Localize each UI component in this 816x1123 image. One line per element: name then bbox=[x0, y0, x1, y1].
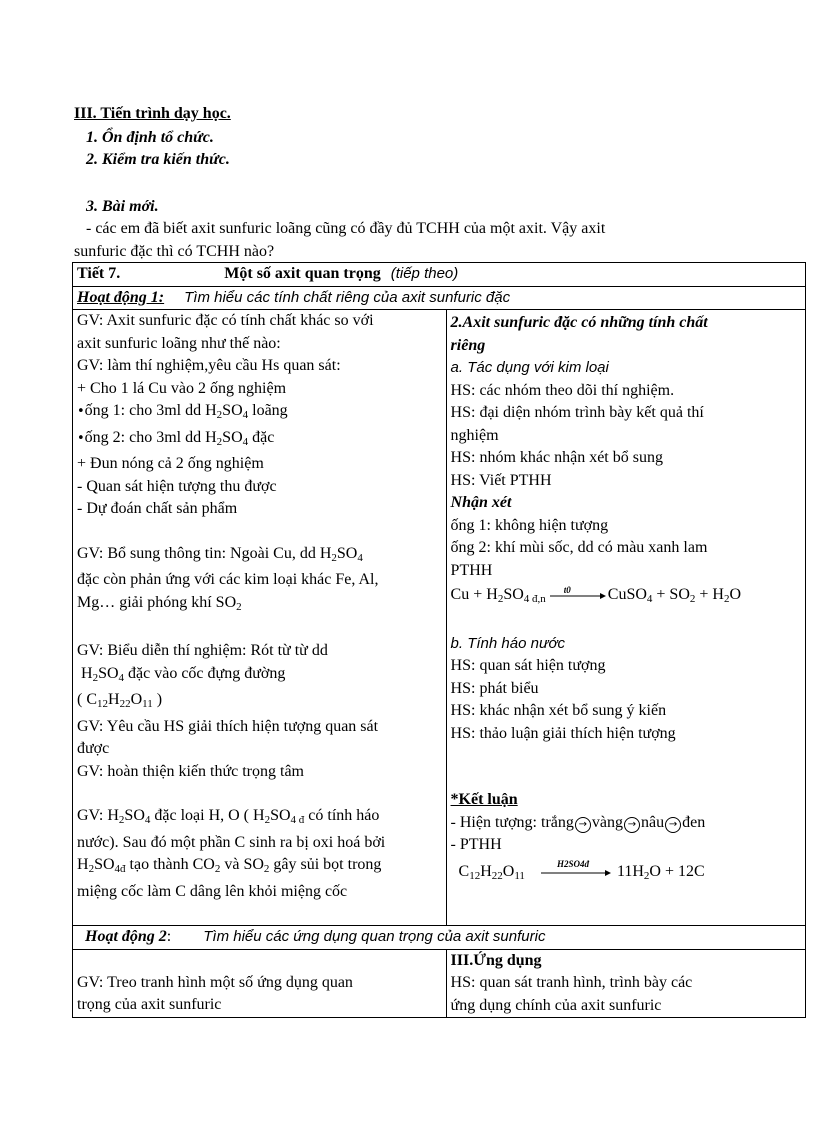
right-heading: 2.Axit sunfuric đặc có những tính chất bbox=[450, 314, 708, 331]
reaction-arrow: H2SO4đ bbox=[527, 865, 611, 879]
reaction-arrow: t0 bbox=[548, 588, 606, 602]
activity-1-content bbox=[73, 310, 806, 926]
left-line: GV: Biểu diễn thí nghiệm: Rót từ từ dd bbox=[77, 642, 328, 659]
right-line: - Hiện tượng: trắng → vàng → nâu → đen bbox=[450, 813, 706, 831]
right-line: HS: khác nhận xét bổ sung ý kiến bbox=[450, 702, 667, 719]
left-line: $H_2SO_{4đ}$ tạo thành $CO_2$ và $SO_2$ gây sủi bọt trong bbox=[77, 856, 382, 875]
right-line: - PTHH bbox=[450, 836, 502, 853]
left-line: GV: hoàn thiện kiến thức trọng tâm bbox=[77, 762, 304, 780]
activity-1-title: Tìm hiểu các tính chất riêng của axit sunfuric đặc bbox=[184, 288, 511, 306]
student-column bbox=[446, 310, 805, 926]
left-line: đặc còn phản ứng với các kim loại khác Fe, Al, bbox=[77, 571, 379, 588]
lesson-table bbox=[72, 262, 806, 1018]
lesson-note: (tiếp theo) bbox=[390, 265, 459, 282]
teacher-column-2 bbox=[73, 949, 447, 1018]
arrow-circle-icon: → bbox=[575, 817, 591, 833]
arrow-circle-icon: → bbox=[665, 817, 681, 833]
right-line: nghiệm bbox=[450, 426, 499, 444]
right-line: HS: đại diện nhóm trình bày kết quả thí bbox=[450, 404, 704, 421]
left-line: •ống 1: cho 3ml dd $H_2SO_4$ loãng bbox=[77, 402, 288, 421]
left-line: nước). Sau đó một phần C sinh ra bị oxi hoá bởi bbox=[77, 833, 386, 851]
left-line: miệng cốc làm C dâng lên khỏi miệng cốc bbox=[77, 882, 348, 900]
right-line: HS: quan sát hiện tượng bbox=[450, 657, 606, 674]
equation-1: $Cu + H_2SO_{4 đ,n}$ t0 CuSO$_4$ + $SO_2 + H_2O$ bbox=[450, 585, 742, 605]
activity-2-label: Hoạt động 2 bbox=[85, 928, 167, 945]
remark-heading: Nhận xét bbox=[450, 494, 512, 511]
step-1: 1. Ổn định tổ chức. bbox=[86, 129, 214, 146]
activity-1-label: Hoạt động 1: bbox=[77, 288, 165, 306]
left-line: + Đun nóng cả 2 ống nghiệm bbox=[77, 455, 264, 472]
right-line: ống 1: không hiện tượng bbox=[450, 516, 609, 534]
left-line: + Cho 1 lá Cu vào 2 ống nghiệm bbox=[77, 379, 287, 397]
intro-line-2: sunfuric đặc thì có TCHH nào? bbox=[74, 243, 275, 260]
left-line: GV: Yêu cầu HS giải thích hiện tượng quan sát bbox=[77, 717, 379, 735]
left-line: axit sunfuric loãng như thế nào: bbox=[77, 334, 281, 352]
left-line: •ống 2: cho 3ml dd $H_2SO_4$ đặc bbox=[77, 428, 275, 448]
arrow-circle-icon: → bbox=[624, 817, 640, 833]
right-line: HS: các nhóm theo dõi thí nghiệm. bbox=[450, 381, 675, 399]
app-heading: III.Ứng dụng bbox=[450, 951, 542, 969]
subheading-b: b. Tính háo nước bbox=[450, 634, 566, 652]
right-line: HS: phát biểu bbox=[450, 679, 539, 697]
section-title: III. Tiến trình dạy học. bbox=[74, 105, 231, 122]
right-line: HS: thảo luận giải thích hiện tượng bbox=[450, 724, 676, 742]
conclusion-heading: *Kết luận bbox=[450, 791, 518, 808]
step-2: 2. Kiểm tra kiến thức. bbox=[86, 151, 230, 168]
step-3: 3. Bài mới. bbox=[86, 198, 159, 215]
right-line: HS: quan sát tranh hình, trình bày các bbox=[450, 974, 693, 991]
right-line: ống 2: khí mùi sốc, dd có màu xanh lam bbox=[450, 539, 708, 556]
lesson-title: Một số axit quan trọng bbox=[224, 265, 381, 282]
right-line: HS: nhóm khác nhận xét bổ sung bbox=[450, 449, 663, 466]
right-line: ứng dụng chính của axit sunfuric bbox=[450, 996, 662, 1014]
left-line: được bbox=[77, 740, 110, 757]
right-heading: riêng bbox=[450, 336, 486, 354]
left-line: GV: Bổ sung thông tin: Ngoài Cu, dd $H_2SO_4$ bbox=[77, 544, 363, 564]
intro-line-1: - các em đã biết axit sunfuric loãng cũng có đầy đủ TCHH của một axit. Vậy axit bbox=[86, 220, 606, 237]
lesson-row bbox=[73, 263, 806, 287]
activity-1-row bbox=[73, 286, 806, 310]
right-line: HS: Viết PTHH bbox=[450, 471, 552, 489]
left-line: trọng của axit sunfuric bbox=[77, 996, 222, 1013]
equation-2: $C_{12}H_{22}O_{11}$ H2SO4đ $11H_2O + 12C$ bbox=[458, 858, 705, 882]
subheading-a: a. Tác dụng với kim loại bbox=[450, 359, 609, 376]
left-line: GV: $H_2SO_4$ đặc loại H, O ( $H_2SO_{4 đ}$ có tính háo bbox=[77, 807, 380, 826]
activity-2-row: Hoạt động 2: Tìm hiểu các ứng dụng quan trọng của axit sunfuric bbox=[73, 926, 806, 950]
teacher-column bbox=[73, 310, 447, 926]
student-column-2 bbox=[446, 949, 805, 1018]
lesson-label: Tiết 7. bbox=[77, 265, 121, 282]
left-line: GV: Axit sunfuric đặc có tính chất khác so với bbox=[77, 312, 374, 329]
left-line: ( $C_{12}H_{22}O_{11}$ ) bbox=[77, 691, 163, 710]
left-line: GV: Treo tranh hình một số ứng dụng quan bbox=[77, 973, 353, 991]
left-line: - Dự đoán chất sản phẩm bbox=[77, 500, 238, 517]
left-line: GV: làm thí nghiệm,yêu cầu Hs quan sát: bbox=[77, 357, 341, 374]
left-line: $H_2SO_4$ đặc vào cốc đựng đường bbox=[81, 664, 286, 684]
right-line: PTHH bbox=[450, 561, 493, 579]
activity-2-content bbox=[73, 949, 806, 1018]
activity-2-title: Tìm hiểu các ứng dụng quan trọng của axit sunfuric bbox=[203, 928, 546, 945]
left-line: - Quan sát hiện tượng thu được bbox=[77, 477, 277, 495]
left-line: Mg… giải phóng khí $SO_2$ bbox=[77, 593, 242, 613]
